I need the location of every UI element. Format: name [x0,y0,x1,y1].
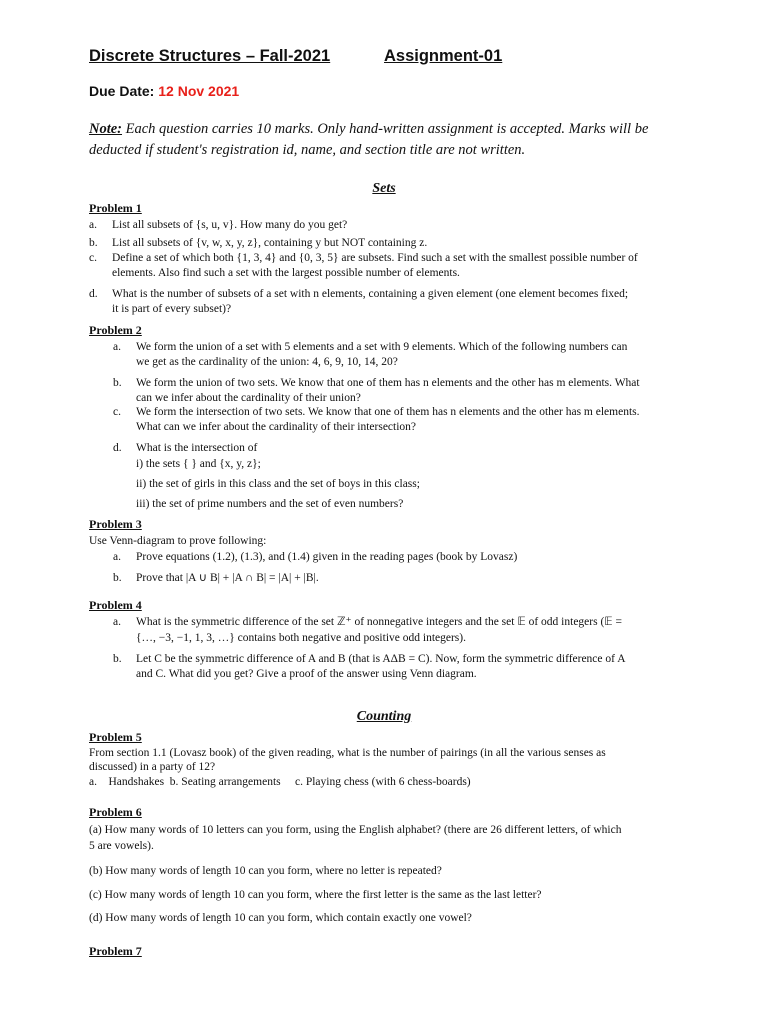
problem-5-title: Problem 5 [89,730,142,744]
p3-b-text: Prove that |A ∪ B| + |A ∩ B| = |A| + |B|. [136,572,319,584]
p2-c-text-1: We form the intersection of two sets. We know that one of them has n elements and the other has m elements. [136,406,640,418]
p4-a-marker: a. [113,616,121,628]
p6-a-text-2: 5 are vowels). [89,840,154,852]
section-title-counting: Counting [356,709,412,724]
p2-c-text-2: What can we infer about the cardinality of their intersection? [136,421,417,433]
p6-c-text: (c) How many words of length 10 can you form, where the first letter is the same as the last letter? [89,889,542,901]
course-title: Discrete Structures – Fall-2021 [89,47,331,65]
p1-a-marker: a. [89,219,97,231]
p6-b-text: (b) How many words of length 10 can you form, where no letter is repeated? [89,865,442,877]
p1-c-text-2: elements. Also find such a set with the largest possible number of elements. [112,267,460,279]
problem-2-title: Problem 2 [89,323,142,337]
p2-b-text-2: can we infer about the cardinality of their union? [136,392,361,404]
p4-b-text-1: Let C be the symmetric difference of A and B (that is AΔB = C). Now, form the symmetric difference of A [136,653,626,665]
assignment-title: Assignment-01 [384,47,503,65]
p1-b-text: List all subsets of {v, w, x, y, z}, containing y but NOT containing z. [112,237,428,249]
problem-3-title: Problem 3 [89,517,142,531]
p5-options: a. Handshakes b. Seating arrangements c. Playing chess (with 6 chess-boards) [89,776,471,788]
p3-a-text: Prove equations (1.2), (1.3), and (1.4) given in the reading pages (book by Lovasz) [136,551,518,563]
p4-b-text-2: and C. What did you get? Give a proof of the answer using Venn diagram. [136,668,477,680]
p2-d-iii: iii) the set of prime numbers and the set of even numbers? [136,498,404,510]
p3-b-marker: b. [113,572,122,584]
p5-text-2: discussed) in a party of 12? [89,761,216,773]
p4-a-text-2: {…, −3, −1, 1, 3, …} contains both negative and positive odd integers). [136,632,466,644]
p4-a-text-1: What is the symmetric difference of the set ℤ⁺ of nonnegative integers and the set 𝔼 of odd integers (𝔼 = [136,616,623,628]
note-line-1 [89,119,648,140]
p2-d-marker: d. [113,442,122,454]
note-line-2: deducted if student's registration id, name, and section title are not written. [89,142,526,158]
problem-7-title: Problem 7 [89,944,142,958]
note-text-1: Each question carries 10 marks. Only hand-written assignment is accepted. Marks will be [125,121,649,137]
problem-4-title: Problem 4 [89,598,142,612]
p6-d-text: (d) How many words of length 10 can you form, which contain exactly one vowel? [89,912,472,924]
section-title-sets: Sets [372,181,396,196]
problem-6-title: Problem 6 [89,805,142,819]
p1-c-marker: c. [89,252,97,264]
p2-b-marker: b. [113,377,122,389]
due-date-label: Due Date: [89,83,155,99]
p1-d-text-1: What is the number of subsets of a set with n elements, containing a given element (one element becomes fixed; [112,288,629,300]
p1-d-text-2: it is part of every subset)? [112,303,232,315]
p6-a-text-1: (a) How many words of 10 letters can you form, using the English alphabet? (there are 26 different letters, of which [89,824,622,836]
p2-a-text-1: We form the union of a set with 5 elements and a set with 9 elements. Which of the following numbers can [136,341,628,353]
p4-b-marker: b. [113,653,122,665]
p2-b-text-1: We form the union of two sets. We know that one of them has n elements and the other has m elements. What [136,377,640,389]
problem-1-title: Problem 1 [89,201,142,215]
p2-d-text-1: What is the intersection of [136,442,258,454]
p2-a-text-2: we get as the cardinality of the union: 4, 6, 9, 10, 14, 20? [136,356,398,368]
note-label: Note: [89,121,123,137]
due-date [89,83,239,99]
p2-d-ii: ii) the set of girls in this class and the set of boys in this class; [136,478,420,490]
p1-d-marker: d. [89,288,98,300]
p2-d-i: i) the sets { } and {x, y, z}; [136,458,261,470]
p3-a-marker: a. [113,551,121,563]
p1-c-text-1: Define a set of which both {1, 3, 4} and {0, 3, 5} are subsets. Find such a set with the smallest possible number of [112,252,638,264]
p2-c-marker: c. [113,406,121,418]
p3-intro: Use Venn-diagram to prove following: [89,535,267,547]
p5-text-1: From section 1.1 (Lovasz book) of the given reading, what is the number of pairings (in all the various senses as [89,747,606,759]
due-date-value: 12 Nov 2021 [158,83,240,99]
p2-a-marker: a. [113,341,121,353]
p1-b-marker: b. [89,237,98,249]
p1-a-text: List all subsets of {s, u, v}. How many do you get? [112,219,348,231]
